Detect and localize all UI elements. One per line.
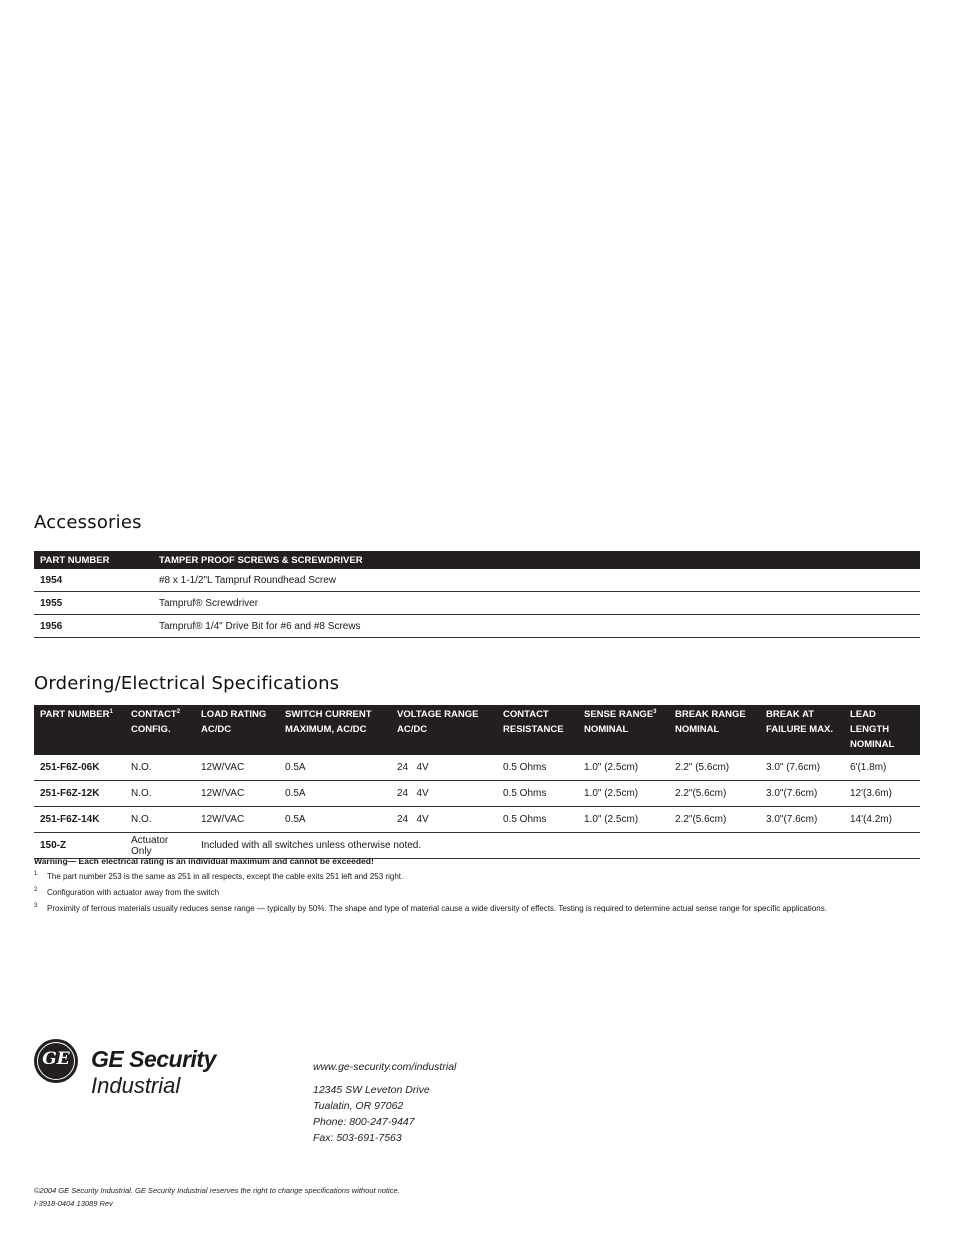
footnote-number: 1 [34,871,38,877]
voltage-range-cell: 24 4V [391,781,497,807]
col-voltage-range: VOLTAGE RANGE AC/DC [391,705,497,755]
footer [34,1184,400,1210]
specs-heading: Ordering/Electrical Specifications [34,673,340,694]
break-range-cell: 2.2"(5.6cm) [669,781,760,807]
break-range-cell: 2.2" (5.6cm) [669,755,760,781]
description-cell: Tampruf® 1/4" Drive Bit for #6 and #8 Screws [153,615,920,638]
sense-range-cell: 1.0" (2.5cm) [578,755,669,781]
switch-current-cell: 0.5A [279,807,391,833]
part-number-cell: 251-F6Z-12K [34,781,125,807]
table-row [34,569,920,592]
specs-header-row [34,705,920,755]
part-number-cell: 251-F6Z-14K [34,807,125,833]
part-number-cell: 1956 [34,615,153,638]
load-rating-cell: 12W/VAC [195,755,279,781]
accessories-col-part-number: PART NUMBER [34,551,153,569]
contact-resistance-cell: 0.5 Ohms [497,807,578,833]
table-row [34,615,920,638]
ge-logo-icon [34,1039,78,1083]
lead-length-cell: 14'(4.2m) [844,807,920,833]
contact-resistance-cell: 0.5 Ohms [497,755,578,781]
part-number-cell: 150-Z [34,833,125,859]
footnote-text: Proximity of ferrous materials usually reduces sense range — typically by 50%. The shape and type of material cause a wide diversity of effects. Testing is required to determine actual sense range for specific applications. [47,904,827,913]
table-row [34,807,920,833]
accessories-col-description: TAMPER PROOF SCREWS & SCREWDRIVER [153,551,920,569]
load-rating-cell: 12W/VAC [195,781,279,807]
table-row [34,755,920,781]
part-number-cell: 1955 [34,592,153,615]
contact-config-cell: N.O. [125,807,195,833]
part-number-cell: 251-F6Z-06K [34,755,125,781]
copyright-text: ©2004 GE Security Industrial. GE Security Industrial reserves the right to change specifications without notice. [34,1186,400,1195]
contact-resistance-cell: 0.5 Ohms [497,781,578,807]
contact-config-cell: N.O. [125,755,195,781]
notes [34,853,934,917]
phone-number: Phone: 800-247-9447 [313,1116,415,1128]
brand-division: Industrial [91,1073,181,1098]
break-at-failure-cell: 3.0" (7.6cm) [760,755,844,781]
accessories-table [34,551,920,638]
contact-config-cell: N.O. [125,781,195,807]
description-cell: #8 x 1-1/2"L Tampruf Roundhead Screw [153,569,920,592]
accessories-header-row [34,551,920,569]
description-cell: Tampruf® Screwdriver [153,592,920,615]
switch-current-cell: 0.5A [279,755,391,781]
contact-info [313,1059,456,1146]
col-sense-range: SENSE RANGE$^3$ NOMINAL [578,705,669,755]
website-link[interactable]: www.ge-security.com/industrial [313,1061,457,1073]
brand-title: GE Security [91,1046,216,1072]
document-number: I-3918-0404 13089 Rev [34,1199,113,1208]
fax-number: Fax: 503-691-7563 [313,1132,402,1144]
footnote [34,901,934,917]
specs-table [34,705,920,859]
warning-text: Warning— Each electrical rating is an individual maximum and cannot be exceeded! [34,856,374,866]
sense-range-cell: 1.0" (2.5cm) [578,807,669,833]
col-load-rating: LOAD RATING AC/DC [195,705,279,755]
note-cell: Included with all switches unless otherwise noted. [195,833,920,859]
brand-name [91,1045,216,1099]
voltage-range-cell: 24 4V [391,807,497,833]
sense-range-cell: 1.0" (2.5cm) [578,781,669,807]
lead-length-cell: 6'(1.8m) [844,755,920,781]
col-switch-current: SWITCH CURRENT MAXIMUM, AC/DC [279,705,391,755]
col-part-number: PART NUMBER$^1$ [34,705,125,755]
load-rating-cell: 12W/VAC [195,807,279,833]
switch-current-cell: 0.5A [279,781,391,807]
break-at-failure-cell: 3.0"(7.6cm) [760,781,844,807]
contact-config-cell: Actuator Only [125,833,195,859]
lead-length-cell: 12'(3.6m) [844,781,920,807]
footnote-number: 3 [34,903,38,909]
address-line-2: Tualatin, OR 97062 [313,1100,404,1112]
part-number-cell: 1954 [34,569,153,592]
logo-text: GE [42,1049,70,1069]
footnote [34,869,934,885]
break-range-cell: 2.2"(5.6cm) [669,807,760,833]
voltage-range-cell: 24 4V [391,755,497,781]
accessories-heading: Accessories [34,512,142,533]
address-line-1: 12345 SW Leveton Drive [313,1084,430,1096]
col-contact-resistance: CONTACT RESISTANCE [497,705,578,755]
footnote-text: Configuration with actuator away from the switch [47,888,220,897]
footnote [34,885,934,901]
table-row [34,781,920,807]
col-lead-length: LEAD LENGTH NOMINAL [844,705,920,755]
col-contact-config: CONTACT$^2$ CONFIG. [125,705,195,755]
table-row [34,592,920,615]
col-break-range: BREAK RANGE NOMINAL [669,705,760,755]
break-at-failure-cell: 3.0"(7.6cm) [760,807,844,833]
footnote-number: 2 [34,887,38,893]
col-break-at-failure: BREAK AT FAILURE MAX. [760,705,844,755]
footnote-text: The part number 253 is the same as 251 in all respects, except the cable exits 251 left and 253 right. [47,872,404,881]
